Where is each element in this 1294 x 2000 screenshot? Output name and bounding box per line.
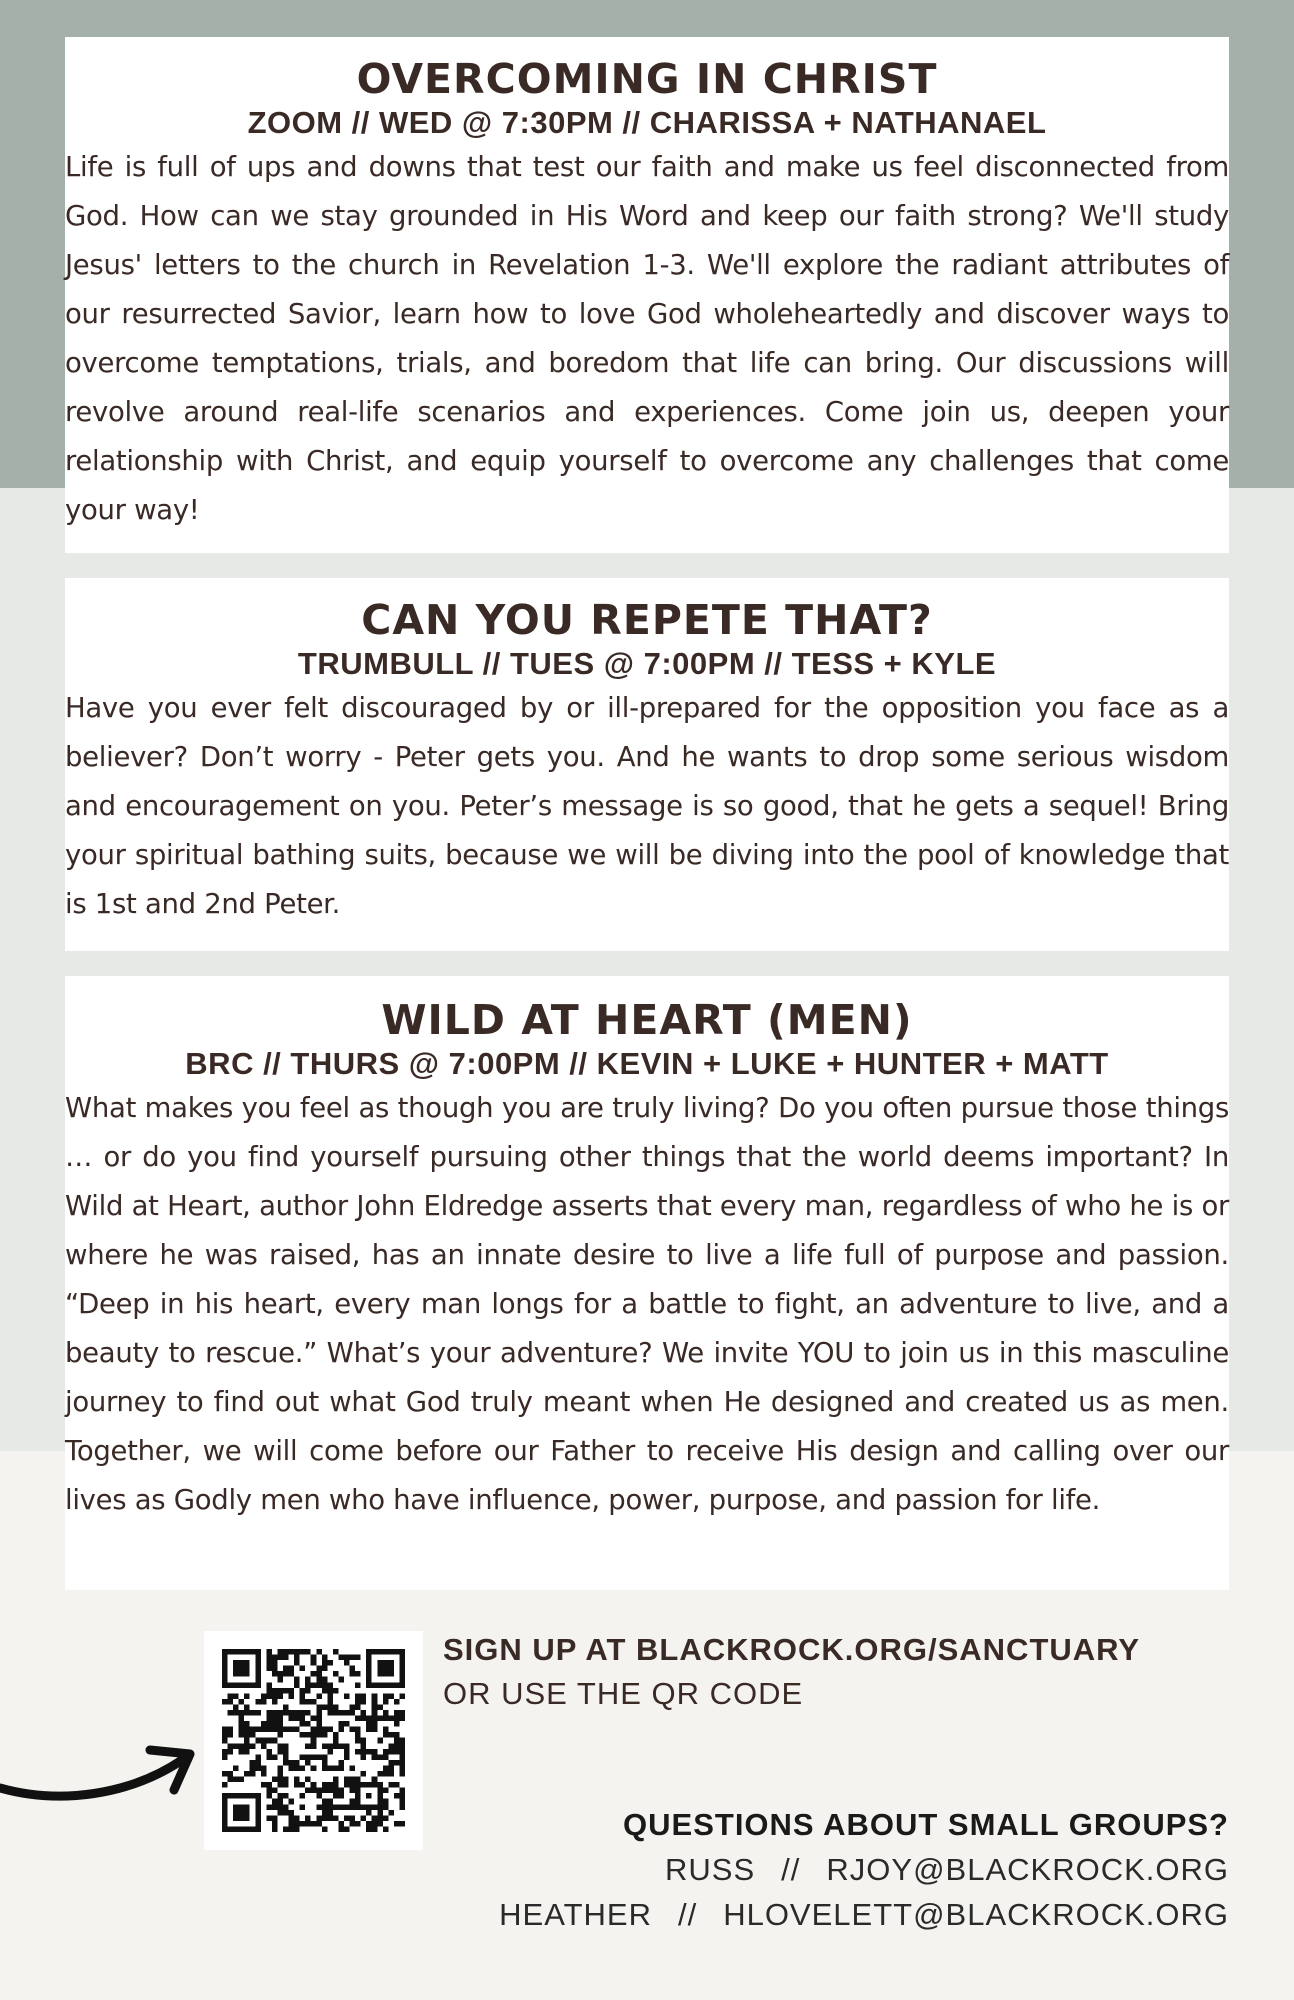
contact-separator: // xyxy=(677,1897,698,1932)
contact-row xyxy=(329,1847,1229,1892)
signup-url[interactable]: SIGN UP AT BLACKROCK.ORG/SANCTUARY xyxy=(443,1632,1141,1667)
curved-arrow-icon xyxy=(0,1710,200,1830)
group-meta: TRUMBULL // TUES @ 7:00PM // TESS + KYLE xyxy=(297,646,997,681)
group-meta: BRC // THURS @ 7:00PM // KEVIN + LUKE + HUNTER + MATT xyxy=(185,1046,1109,1081)
contacts-heading: QUESTIONS ABOUT SMALL GROUPS? xyxy=(623,1807,1229,1842)
group-description: Life is full of ups and downs that test our faith and make us feel disconnected from God. How can we stay grounded in His Word and keep our faith strong? We'll study Jesus' letters to the church in Revelation 1-3. We'll explore the radiant attributes of our resurrected Savior, learn how to love God wholeheartedly and discover ways to overcome temptations, trials, and boredom that life can bring. Our discussions will revolve around real-life scenarios and experiences. Come join us, deepen your relationship with Christ, and equip yourself to overcome any challenges that come your way! xyxy=(65,151,1229,526)
contact-name: HEATHER xyxy=(499,1897,652,1932)
group-title: OVERCOMING IN CHRIST xyxy=(356,55,938,103)
signup-block xyxy=(443,1628,1243,1716)
group-description: What makes you feel as though you are truly living? Do you often pursue those things … or do you find yourself pursuing other things that the world deems important? In Wild at Heart, author John Eldredge asserts that every man, regardless of who he is or where he was raised, has an innate desire to live a life full of purpose and passion. “Deep in his heart, every man longs for a battle to fight, an adventure to live, and a beauty to rescue.” What’s your adventure? We invite YOU to join us in this masculine journey to find out what God truly meant when He designed and created us as men. Together, we will come before our Father to receive His design and calling over our lives as Godly men who have influence, power, purpose, and passion for life. xyxy=(65,1092,1229,1516)
group-meta: ZOOM // WED @ 7:30PM // CHARISSA + NATHANAEL xyxy=(247,105,1047,140)
contact-name: RUSS xyxy=(665,1852,756,1887)
contact-email[interactable]: RJOY@BLACKROCK.ORG xyxy=(826,1852,1229,1887)
contact-separator: // xyxy=(781,1852,801,1887)
group-title: WILD AT HEART (MEN) xyxy=(381,996,913,1044)
signup-qr-hint: OR USE THE QR CODE xyxy=(443,1676,804,1711)
group-card-repete xyxy=(65,578,1229,951)
contact-email[interactable]: HLOVELETT@BLACKROCK.ORG xyxy=(723,1897,1229,1932)
group-card-overcoming xyxy=(65,37,1229,553)
group-description: Have you ever felt discouraged by or ill-prepared for the opposition you face as a believer? Don’t worry - Peter gets you. And he wants to drop some serious wisdom and encouragement on you. Peter’s message is so good, that he gets a sequel! Bring your spiritual bathing suits, because we will be diving into the pool of knowledge that is 1st and 2nd Peter. xyxy=(65,692,1229,920)
group-card-wild-at-heart xyxy=(65,976,1229,1590)
group-title: CAN YOU REPETE THAT? xyxy=(361,596,933,644)
contact-row xyxy=(329,1892,1229,1937)
contacts-block xyxy=(329,1802,1229,1937)
